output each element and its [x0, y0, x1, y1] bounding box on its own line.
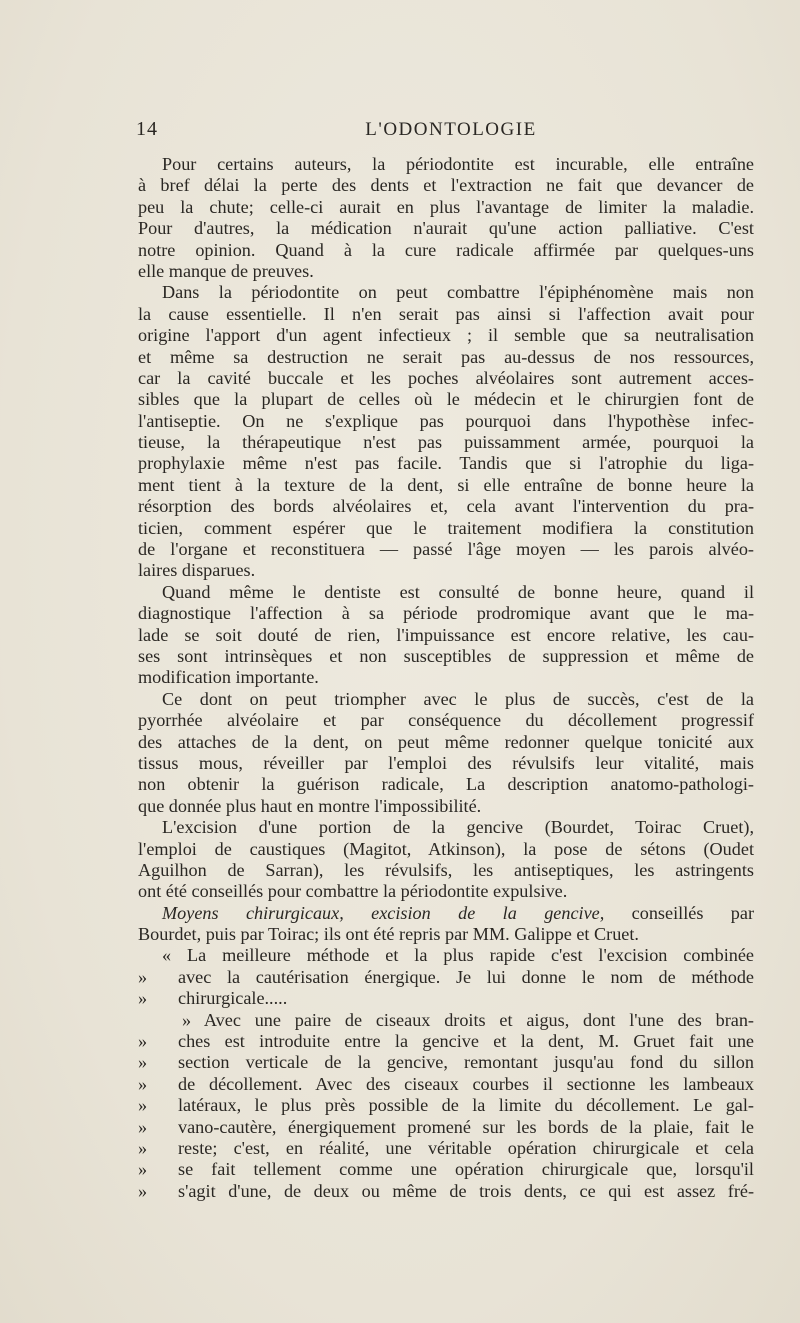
text-line: laires disparues. [138, 560, 256, 581]
text-line: L'excision d'une portion de la gencive (Bourdet, Toirac Cruet), [162, 817, 754, 838]
running-head: L'ODONTOLOGIE [365, 119, 537, 140]
text-line: à bref délai la perte des dents et l'extraction ne fait que devancer de [138, 175, 754, 196]
quote-line [138, 988, 754, 1009]
quote-line: » Avec une paire de ciseaux droits et aigus, dont l'une des bran- [182, 1009, 754, 1030]
section-heading-italic: Moyens chirurgicaux, excision de la gencive, [162, 902, 605, 923]
quote-text: chirurgicale..... [178, 988, 288, 1009]
text-line: peu la chute; celle-ci aurait en plus l'avantage de limiter la maladie. [138, 196, 754, 217]
quote-line [138, 1117, 754, 1138]
text-fragment: conseillés par [631, 902, 754, 923]
text-line: tissus mous, réveiller par l'emploi des révulsifs leur vitalité, mais [138, 752, 754, 773]
quote-text: avec la cautérisation énergique. Je lui donne le nom de méthode [178, 966, 754, 987]
text-line [138, 903, 754, 924]
text-line: modification importante. [138, 667, 319, 688]
page-header [136, 118, 766, 144]
text-line: prophylaxie même n'est pas facile. Tandis que si l'atrophie du liga- [138, 453, 754, 474]
text-line: Bourdet, puis par Toirac; ils ont été repris par MM. Galippe et Cruet. [138, 924, 639, 945]
text-line: Quand même le dentiste est consulté de bonne heure, quand il [162, 581, 754, 602]
text-line: tieuse, la thérapeutique n'est pas puissamment armée, pourquoi la [138, 432, 754, 453]
quote-mark: » [138, 966, 148, 987]
quote-line [138, 1074, 754, 1095]
text-line: ticien, comment espérer que le traitement modifiera la constitution [138, 517, 754, 538]
quote-line [138, 967, 754, 988]
text-line: lade se soit douté de rien, l'impuissance est encore relative, les cau- [138, 624, 754, 645]
quote-text: ches est introduite entre la gencive et la dent, M. Gruet fait une [178, 1031, 754, 1052]
text-line: Ce dont on peut triompher avec le plus de succès, c'est de la [162, 688, 754, 709]
text-line: sibles que la plupart de celles où le médecin et le chirurgien font de [138, 389, 754, 410]
text-line: l'emploi de caustiques (Magitot, Atkinson), la pose de sétons (Oudet [138, 838, 754, 859]
quote-line [138, 1138, 754, 1159]
quote-line [138, 1052, 754, 1073]
quote-text: reste; c'est, en réalité, une véritable opération chirurgicale et cela [178, 1137, 754, 1158]
quote-mark: » [138, 988, 148, 1009]
quote-line: « La meilleure méthode et la plus rapide c'est l'excision combinée [162, 945, 754, 966]
quote-text: latéraux, le plus près possible de la limite du décollement. Le gal- [178, 1095, 754, 1116]
quote-line [138, 1031, 754, 1052]
text-line: ont été conseillés pour combattre la périodontite expulsive. [138, 881, 568, 902]
page-number: 14 [136, 118, 158, 140]
quote-line [138, 1095, 754, 1116]
text-line: de l'organe et reconstituera — passé l'âge moyen — les parois alvéo- [138, 539, 754, 560]
quote-mark: » [138, 1073, 148, 1094]
quote-text: s'agit d'une, de deux ou même de trois dents, ce qui est assez fré- [178, 1180, 754, 1201]
text-line: la cause essentielle. Il n'en serait pas ainsi si l'affection avait pour [138, 303, 754, 324]
quote-text: se fait tellement comme une opération chirurgicale que, lorsqu'il [178, 1159, 754, 1180]
text-line: ses sont intrinsèques et non susceptibles de suppression et même de [138, 645, 754, 666]
quote-mark: » [138, 1180, 148, 1201]
text-line: ment tient à la texture de la dent, si elle entraîne de bonne heure la [138, 474, 754, 495]
quote-text: de décollement. Avec des ciseaux courbes il sectionne les lambeaux [178, 1073, 754, 1094]
text-line: Aguilhon de Sarran), les révulsifs, les antiseptiques, les astringents [138, 859, 754, 880]
quote-mark: » [138, 1137, 148, 1158]
text-line: Pour d'autres, la médication n'aurait qu'une action palliative. C'est [138, 218, 754, 239]
quote-mark: » [138, 1052, 148, 1073]
text-line: non obtenir la guérison radicale, La description anatomo-pathologi- [138, 774, 754, 795]
quote-line [138, 1181, 754, 1202]
text-line: et même sa destruction ne serait pas au-dessus de nos ressources, [138, 346, 754, 367]
text-line: résorption des bords alvéolaires et, cela avant l'intervention du pra- [138, 496, 754, 517]
text-line: origine l'apport d'un agent infectieux ; il semble que sa neutralisation [138, 325, 754, 346]
quote-mark: » [138, 1031, 148, 1052]
text-line: diagnostique l'affection à sa période prodromique avant que le ma- [138, 603, 754, 624]
text-line: des attaches de la dent, on peut même redonner quelque tonicité aux [138, 731, 754, 752]
text-line: elle manque de preuves. [138, 260, 314, 281]
text-line: car la cavité buccale et les poches alvéolaires sont autrement acces- [138, 367, 754, 388]
text-line: Dans la périodontite on peut combattre l'épiphénomène mais non [162, 282, 754, 303]
quote-mark: » [138, 1116, 148, 1137]
quote-mark: » [138, 1159, 148, 1180]
text-line: notre opinion. Quand à la cure radicale affirmée par quelques-uns [138, 239, 754, 260]
quote-text: vano-cautère, énergiquement promené sur les bords de la plaie, fait le [178, 1116, 754, 1137]
body-text [138, 154, 754, 1202]
text-line: pyorrhée alvéolaire et par conséquence du décollement progressif [138, 710, 754, 731]
text-line: que donnée plus haut en montre l'impossibilité. [138, 795, 482, 816]
quote-line [138, 1159, 754, 1180]
quote-mark: » [138, 1095, 148, 1116]
text-line: l'antiseptie. On ne s'explique pas pourquoi dans l'hypothèse infec- [138, 410, 754, 431]
quote-text: section verticale de la gencive, remontant jusqu'au fond du sillon [178, 1052, 754, 1073]
text-line: Pour certains auteurs, la périodontite est incurable, elle entraîne [162, 154, 754, 174]
